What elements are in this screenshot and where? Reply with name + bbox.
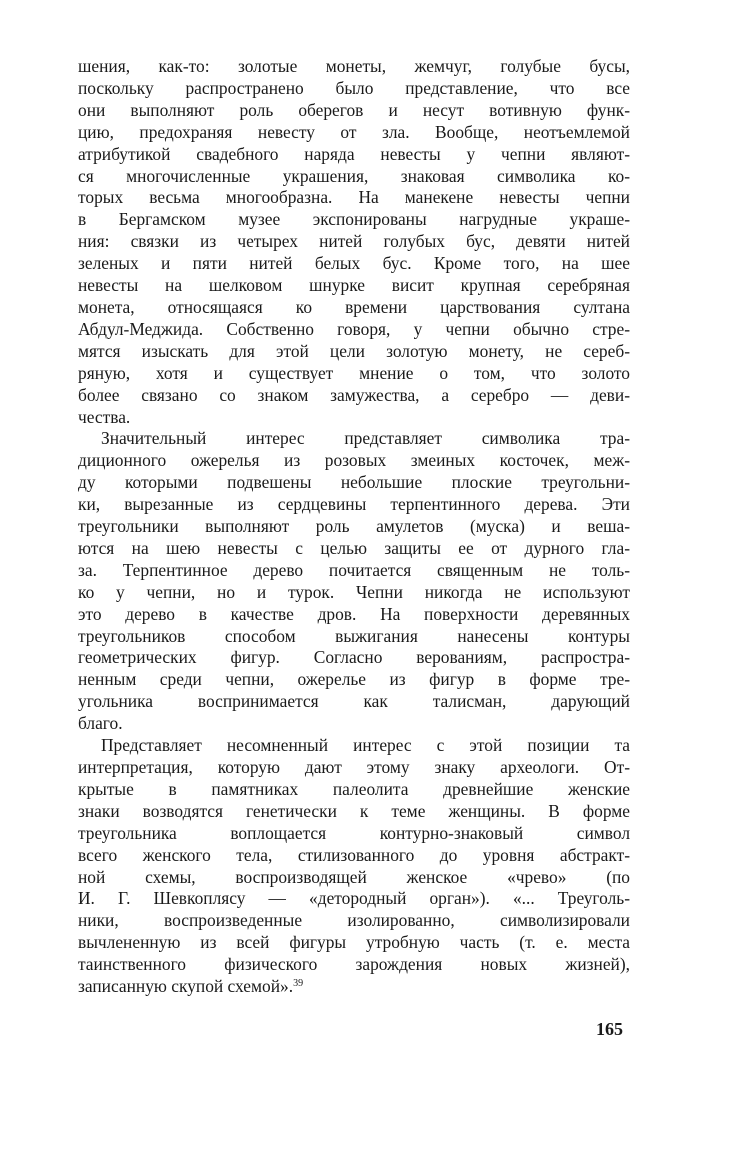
text-line: торых весьма многообразна. На манекене невесты чепни [78,187,630,208]
text-line: треугольники выполняют роль амулетов (муска) и веша- [78,516,630,537]
text-line-with-footnote [78,976,630,998]
text-line: ются на шею невесты с целью защиты ее от дурного гла- [78,537,630,558]
text-line: ки, вырезанные из сердцевины терпентинного дерева. Эти [78,494,630,515]
text-line: цию, предохраняя невесту от зла. Вообще, неотъемлемой [78,121,630,142]
text-line: Значительный интерес представляет символика тра- [101,428,630,449]
text-line: И. Г. Шевкоплясу — «детородный орган»). «... Треуголь- [78,888,630,909]
text-line: диционного ожерелья из розовых змеиных косточек, меж- [78,450,630,471]
text-line: ко у чепни, но и турок. Чепни никогда не используют [78,581,630,602]
text-line: более связано со знаком замужества, а серебро — деви- [78,384,630,405]
text-line: ники, воспроизведенные изолированно, символизировали [78,910,630,931]
paragraph-2 [78,428,630,735]
text-line: записанную скупой схемой». [78,976,294,997]
text-line: ду которыми подвешены небольшие плоские треугольни- [78,472,630,493]
text-line: интерпретация, которую дают этому знаку археологи. От- [78,757,630,777]
text-line: угольника воспринимается как талисман, дарующий [78,691,630,712]
text-line: ной схемы, воспроизводящей женское «чрево» (по [78,866,630,887]
text-line: вычлененную из всей фигуры утробную часть (т. е. места [78,932,630,953]
text-line: ния: связки из четырех нитей голубых бус, девяти нитей [78,231,630,252]
text-line: треугольника воплощается контурно-знаковый символ [78,822,630,843]
text-line: это дерево в качестве дров. На поверхности деревянных [78,603,630,624]
paragraph-3 [78,735,630,998]
text-line: таинственного физического зарождения новых жизней), [78,954,630,975]
text-line: ненным среди чепни, ожерелье из фигур в форме тре- [78,669,630,690]
text-line: знаки возводятся генетически к теме женщины. В форме [78,800,630,821]
text-line: всего женского тела, стилизованного до уровня абстракт- [78,844,630,865]
text-line: крытые в памятниках палеолита древнейшие женские [78,778,630,799]
text-line: они выполняют роль оберегов и несут вотивную функ- [78,99,630,120]
text-line: геометрических фигур. Согласно верованиям, распростра- [78,647,630,668]
footnote-reference[interactable]: 39 [293,978,304,990]
text-line: в Бергамском музее экспонированы нагрудные украше- [78,209,630,230]
book-page-text [78,56,630,998]
paragraph-1 [78,56,630,428]
text-line: мятся изыскать для этой цели золотую монету, не сереб- [78,340,630,361]
text-line: ряную, хотя и существует мнение о том, что золото [78,362,630,383]
text-line: атрибутикой свадебного наряда невесты у чепни являют- [78,143,630,164]
text-line: треугольников способом выжигания нанесены контуры [78,625,630,646]
text-line: монета, относящаяся ко времени царствования султана [78,296,630,317]
text-line: Абдул-Меджида. Собственно говоря, у чепни обычно стре- [78,318,630,339]
page-number: 165 [596,1019,623,1039]
text-line: ся многочисленные украшения, знаковая символика ко- [78,165,630,186]
text-line: за. Терпентинное дерево почитается священным не толь- [78,559,630,580]
text-line: зеленых и пяти нитей белых бус. Кроме того, на шее [78,253,630,274]
text-line: чества. [78,406,131,427]
text-line: поскольку распространено было представление, что все [78,77,630,98]
text-line: благо. [78,713,123,734]
text-line: Представляет несомненный интерес с этой позиции та [101,735,630,756]
text-line: невесты на шелковом шнурке висит крупная серебряная [78,275,630,296]
text-line: шения, как-то: золотые монеты, жемчуг, голубые бусы, [78,56,630,76]
